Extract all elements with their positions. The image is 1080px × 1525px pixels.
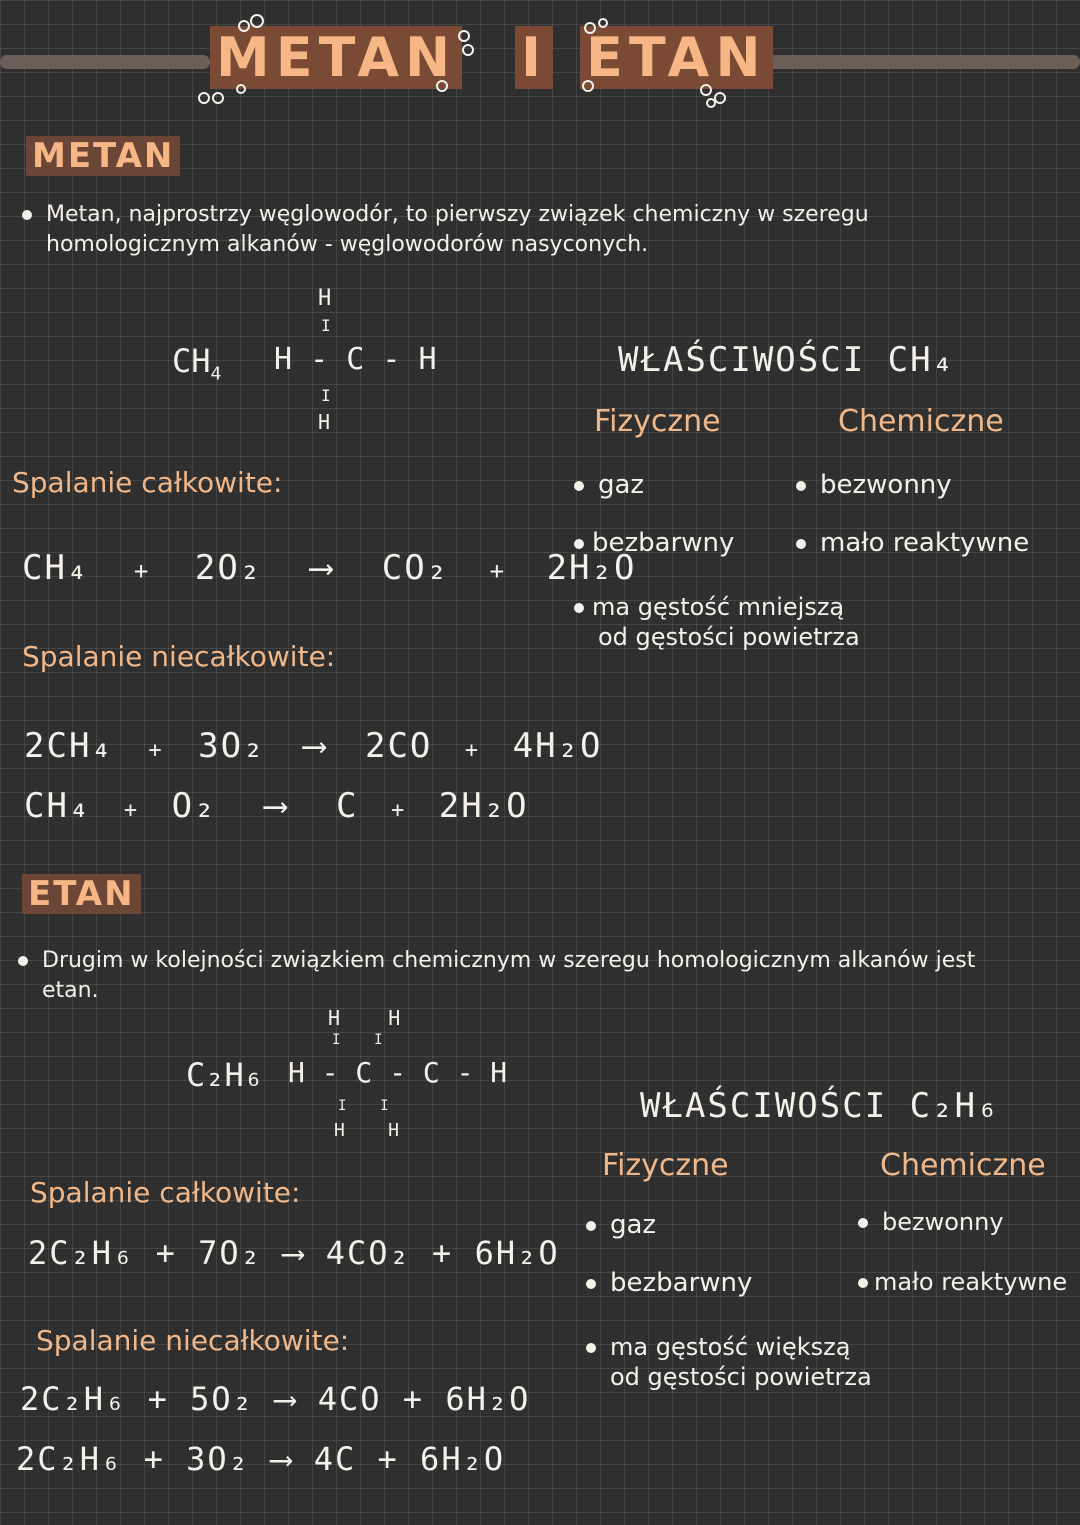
metan-structure [274, 286, 437, 436]
bubble-decoration [584, 22, 596, 34]
metan-intro [22, 200, 869, 260]
metan-chemical-item: bezwonny [796, 470, 952, 500]
bubble-decoration [458, 30, 470, 42]
etan-chemical-item: bezwonny [858, 1208, 1004, 1236]
bubble-decoration [706, 98, 716, 108]
metan-physical-long: ma gęstość mniejszą od gęstości powietrza [574, 592, 860, 652]
page-title-right: ETAN [580, 26, 773, 89]
bubble-decoration [582, 80, 594, 92]
bullet-icon [18, 956, 28, 966]
bullet-icon [586, 1221, 596, 1231]
bubble-decoration [236, 84, 246, 94]
etan-physical-item: bezbarwny [586, 1268, 752, 1298]
etan-structure [288, 1006, 508, 1146]
etan-intro [18, 946, 975, 1006]
etan-intro-line2: etan. [42, 978, 99, 1003]
bubble-decoration [598, 18, 608, 28]
page-title-left: METAN [210, 26, 462, 89]
etan-physical-label: Fizyczne [602, 1148, 729, 1183]
bullet-icon [22, 210, 32, 220]
metan-incomplete-equation-2: CH₄ + O₂ ⟶ C + 2H₂O [24, 786, 529, 826]
bullet-icon [858, 1218, 868, 1228]
etan-chemical-label: Chemiczne [880, 1148, 1046, 1183]
title-underline-left [0, 55, 210, 69]
metan-intro-line2: homologicznym alkanów - węglowodorów nasyconych. [46, 232, 649, 257]
struct-bond-top: I [321, 316, 331, 335]
bubble-decoration [700, 84, 712, 96]
bullet-icon [586, 1279, 596, 1289]
struct-bond-top: I I [332, 1032, 383, 1048]
bubble-decoration [238, 20, 250, 32]
bullet-icon [796, 539, 806, 549]
struct-bond-bottom: I I [338, 1098, 389, 1114]
bubble-decoration [462, 44, 474, 56]
struct-h-bottom: H H [334, 1120, 400, 1141]
etan-incomplete-equation-2: 2C₂H₆ + 3O₂ ⟶ 4C + 6H₂O [16, 1440, 506, 1478]
metan-physical-label: Fizyczne [594, 404, 721, 439]
bullet-icon [858, 1278, 868, 1288]
bubble-decoration [212, 92, 224, 104]
bullet-icon [574, 539, 584, 549]
bullet-icon [574, 481, 584, 491]
bullet-icon [574, 603, 584, 613]
etan-intro-line1: Drugim w kolejności związkiem chemicznym w szeregu homologicznym alkanów jest [42, 948, 976, 973]
bullet-icon [796, 481, 806, 491]
etan-physical-long: ma gęstość większą od gęstości powietrza [586, 1332, 872, 1392]
metan-intro-line1: Metan, najprostrzy węglowodór, to pierwszy związek chemiczny w szeregu [46, 202, 869, 227]
metan-props-title: WŁAŚCIWOŚCI CH₄ [618, 340, 956, 380]
etan-complete-label: Spalanie całkowite: [30, 1176, 301, 1209]
title-underline-right [745, 55, 1080, 69]
metan-formula: $CH_4$ [172, 342, 222, 385]
metan-incomplete-equation-1: 2CH₄ + 3O₂ ⟶ 2CO + 4H₂O [24, 726, 603, 766]
struct-h-bottom: H [318, 410, 331, 434]
etan-props-title: WŁAŚCIWOŚCI C₂H₆ [640, 1086, 1000, 1126]
etan-chemical-item: mało reaktywne [858, 1268, 1067, 1296]
bubble-decoration [436, 80, 448, 92]
bullet-icon [586, 1343, 596, 1353]
metan-complete-label: Spalanie całkowite: [12, 466, 283, 499]
metan-physical-item: bezbarwny [574, 528, 734, 558]
section-heading-etan: ETAN [22, 874, 141, 914]
etan-incomplete-label: Spalanie niecałkowite: [36, 1324, 350, 1357]
metan-physical-item: gaz [574, 470, 644, 500]
struct-h-top: H H [328, 1006, 401, 1030]
section-heading-metan: METAN [26, 136, 180, 176]
page-title-connector: I [515, 26, 553, 89]
etan-formula: C₂H₆ [186, 1056, 264, 1094]
struct-h-top: H [318, 286, 332, 311]
etan-physical-item: gaz [586, 1210, 656, 1240]
etan-incomplete-equation-1: 2C₂H₆ + 5O₂ ⟶ 4CO + 6H₂O [20, 1380, 531, 1418]
etan-complete-equation: 2C₂H₆ + 7O₂ ⟶ 4CO₂ + 6H₂O [28, 1234, 560, 1272]
metan-complete-equation: CH₄ + 2O₂ ⟶ CO₂ + 2H₂O [22, 548, 637, 588]
metan-chemical-label: Chemiczne [838, 404, 1004, 439]
bubble-decoration [198, 92, 210, 104]
metan-incomplete-label: Spalanie niecałkowite: [22, 640, 336, 673]
struct-middle: H - C - C - H [288, 1056, 508, 1089]
struct-bond-bottom: I [321, 386, 331, 405]
metan-chemical-item: mało reaktywne [796, 528, 1029, 558]
struct-middle: H - C - H [274, 342, 437, 377]
bubble-decoration [250, 14, 264, 28]
